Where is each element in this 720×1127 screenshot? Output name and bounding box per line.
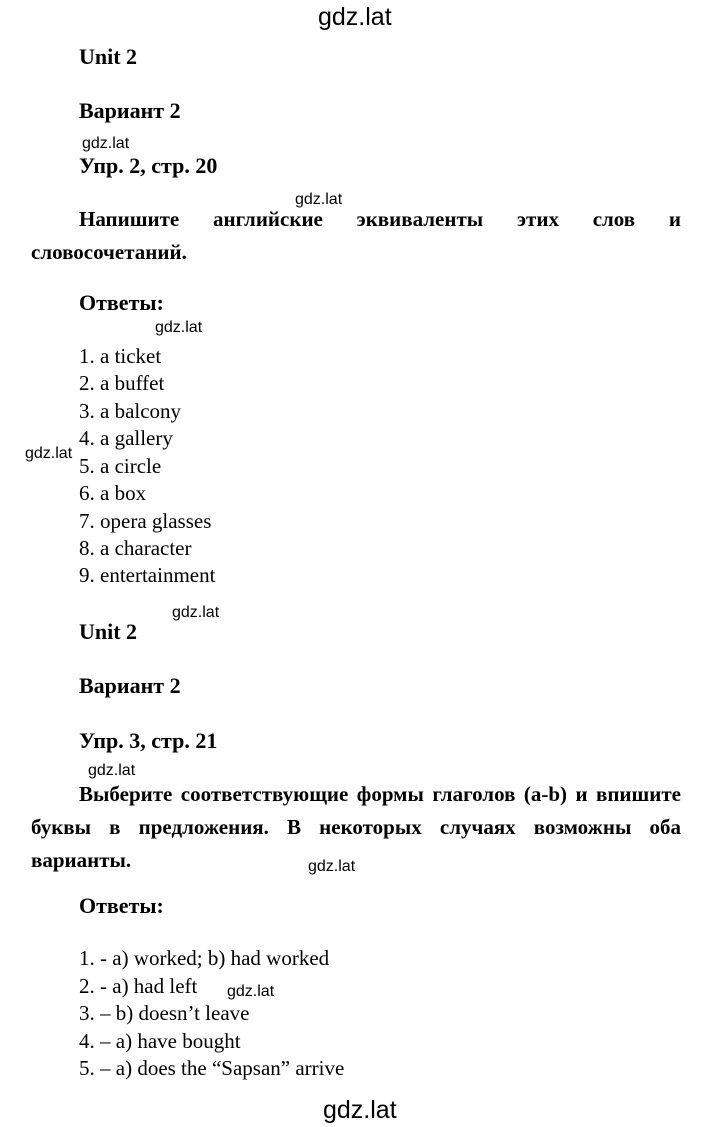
answer-item: 3. a balcony bbox=[79, 399, 182, 423]
watermark: gdz.lat bbox=[155, 319, 203, 336]
answer-item: 2. - a) had left bbox=[79, 974, 198, 998]
answer-item: 8. a character bbox=[79, 536, 192, 560]
answer-item: 1. - a) worked; b) had worked bbox=[79, 946, 330, 970]
answer-item: 4. a gallery bbox=[79, 426, 173, 450]
watermark: gdz.lat bbox=[308, 858, 356, 875]
exercise-instruction bbox=[31, 203, 681, 269]
watermark: gdz.lat bbox=[295, 191, 343, 208]
answer-item: 1. a ticket bbox=[79, 344, 162, 368]
watermark-top: gdz.lat bbox=[318, 3, 392, 31]
answer-item: 6. a box bbox=[79, 481, 147, 505]
unit-heading: Unit 2 bbox=[79, 44, 138, 69]
watermark: gdz.lat bbox=[172, 604, 220, 621]
watermark: gdz.lat bbox=[227, 983, 275, 1000]
watermark-bottom: gdz.lat bbox=[323, 1096, 397, 1124]
answer-item: 5. – a) does the “Sapsan” arrive bbox=[79, 1056, 345, 1080]
exercise-heading: Упр. 3, стр. 21 bbox=[79, 728, 218, 753]
variant-heading: Вариант 2 bbox=[79, 673, 181, 698]
exercise-heading: Упр. 2, стр. 20 bbox=[79, 153, 218, 178]
watermark: gdz.lat bbox=[88, 762, 136, 779]
watermark: gdz.lat bbox=[25, 445, 73, 462]
answer-item: 2. a buffet bbox=[79, 371, 165, 395]
variant-heading: Вариант 2 bbox=[79, 98, 181, 123]
answer-item: 4. – a) have bought bbox=[79, 1029, 241, 1053]
watermark: gdz.lat bbox=[82, 135, 130, 152]
instruction-text: Напишите английские эквиваленты этих слов и словосочетаний. bbox=[31, 207, 681, 264]
answer-item: 7. opera glasses bbox=[79, 509, 212, 533]
answer-item: 3. – b) doesn’t leave bbox=[79, 1001, 250, 1025]
answers-label: Ответы: bbox=[79, 893, 164, 918]
unit-heading: Unit 2 bbox=[79, 619, 138, 644]
answer-item: 5. a circle bbox=[79, 454, 162, 478]
exercise-instruction bbox=[31, 778, 681, 877]
answer-item: 9. entertainment bbox=[79, 563, 216, 587]
answers-label: Ответы: bbox=[79, 290, 164, 315]
instruction-text: Выберите соответствующие формы глаголов (a-b) и впишите буквы в предложения. В некоторых случаях возможны оба варианты. bbox=[31, 782, 681, 872]
